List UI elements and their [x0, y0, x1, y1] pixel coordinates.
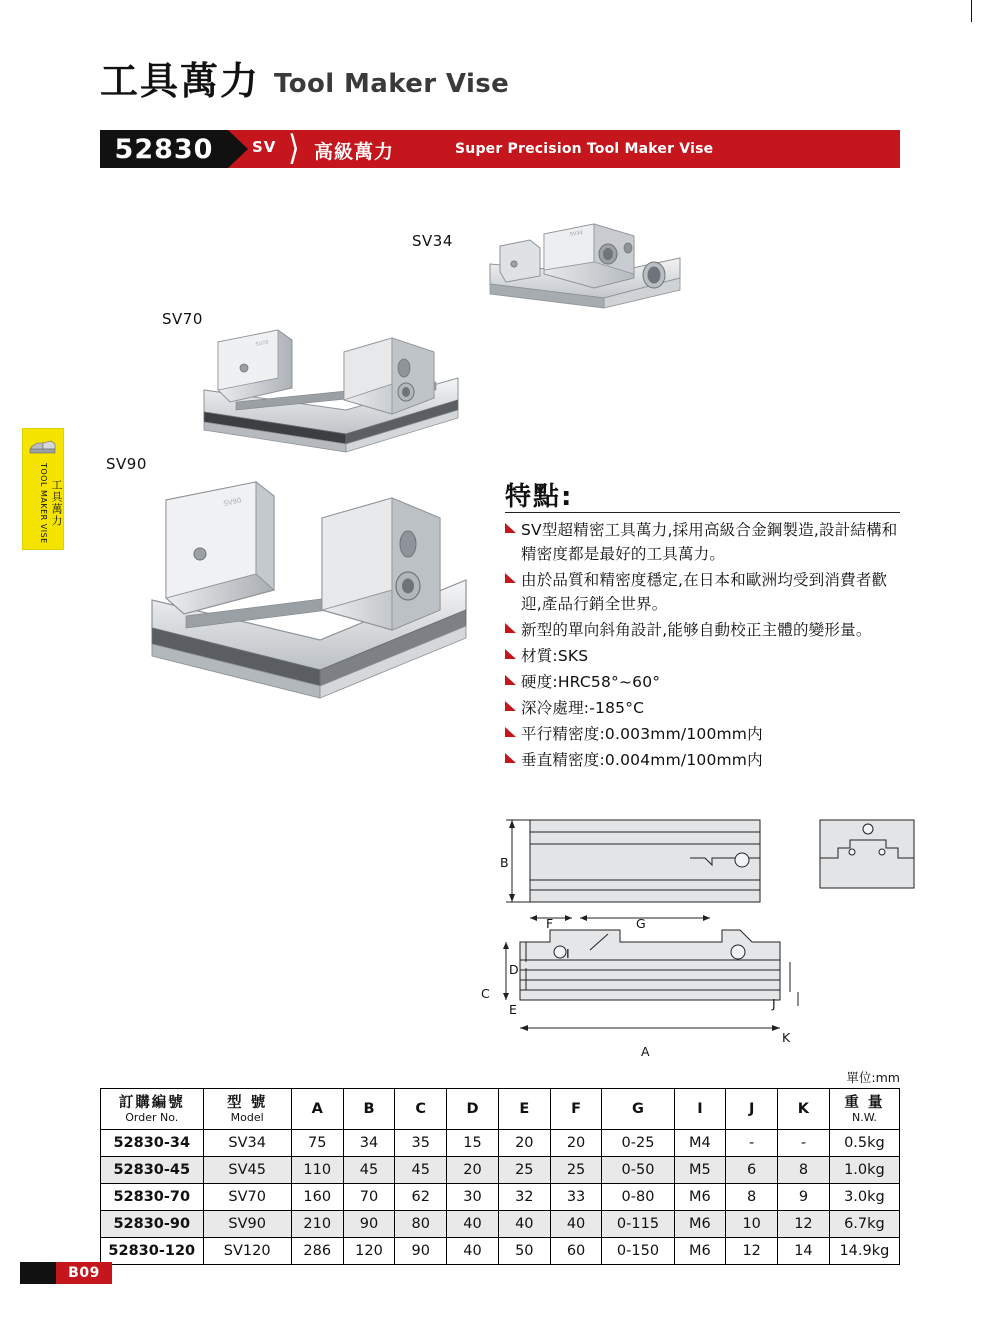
table-header-d: D [447, 1089, 499, 1130]
cell-c: 45 [395, 1157, 447, 1184]
cell-a: 75 [291, 1130, 343, 1157]
cell-order-no: 52830-70 [101, 1184, 204, 1211]
table-header-weight: 重 量 N.W. [829, 1089, 899, 1130]
cell-a: 110 [291, 1157, 343, 1184]
triangle-bullet-icon [505, 701, 521, 712]
feature-text: 深冷處理:-185°C [521, 699, 645, 717]
table-header-b: B [343, 1089, 395, 1130]
dimension-label-d: D [509, 962, 519, 977]
cell-c: 35 [395, 1130, 447, 1157]
triangle-bullet-icon [505, 649, 521, 660]
cell-order-no: 52830-45 [101, 1157, 204, 1184]
page-number: B09 [68, 1265, 100, 1281]
cell-e: 20 [498, 1130, 550, 1157]
cell-order-no: 52830-34 [101, 1130, 204, 1157]
side-index-tab [22, 428, 64, 550]
table-header-g: G [602, 1089, 674, 1130]
cell-model: SV90 [203, 1211, 291, 1238]
cell-f: 40 [550, 1211, 602, 1238]
cell-model: SV120 [203, 1238, 291, 1265]
table-header-a: A [291, 1089, 343, 1130]
cell-weight: 3.0kg [829, 1184, 899, 1211]
feature-text: 材質:SKS [521, 647, 589, 665]
cell-c: 90 [395, 1238, 447, 1265]
cell-weight: 6.7kg [829, 1211, 899, 1238]
feature-text: 硬度:HRC58°~60° [521, 673, 661, 691]
cell-b: 45 [343, 1157, 395, 1184]
feature-text: 垂直精密度:0.004mm/100mm内 [521, 751, 763, 769]
section-bar-title-en: Super Precision Tool Maker Vise [455, 141, 714, 157]
cell-model: SV45 [203, 1157, 291, 1184]
cell-order-no: 52830-120 [101, 1238, 204, 1265]
cell-b: 70 [343, 1184, 395, 1211]
series-badge: SV [252, 138, 277, 156]
feature-item [505, 696, 905, 720]
cell-b: 34 [343, 1130, 395, 1157]
svg-text:SV70: SV70 [255, 339, 270, 348]
unit-note: 單位:mm [846, 1070, 900, 1085]
cell-f: 25 [550, 1157, 602, 1184]
table-header-j: J [726, 1089, 778, 1130]
feature-item [505, 518, 905, 566]
product-photo-sv90 [140, 462, 480, 712]
cell-order-no: 52830-90 [101, 1211, 204, 1238]
cell-g: 0-25 [602, 1130, 674, 1157]
feature-text: 由於品質和精密度穩定,在日本和歐洲均受到消費者歡迎,產品行銷全世界。 [521, 571, 888, 613]
cell-model: SV34 [203, 1130, 291, 1157]
cell-f: 33 [550, 1184, 602, 1211]
cell-k: - [778, 1130, 830, 1157]
vise-icon [29, 435, 57, 455]
feature-text: 平行精密度:0.003mm/100mm内 [521, 725, 763, 743]
cell-weight: 14.9kg [829, 1238, 899, 1265]
table-header-order-no: 訂購編號 Order No. [101, 1089, 204, 1130]
triangle-bullet-icon [505, 753, 521, 764]
cell-k: 8 [778, 1157, 830, 1184]
page-title [100, 59, 510, 103]
product-photo-sv34 [484, 212, 684, 332]
table-header-model: 型 號 Model [203, 1089, 291, 1130]
cell-i: M5 [674, 1157, 726, 1184]
cell-d: 30 [447, 1184, 499, 1211]
photo-label-sv34: SV34 [412, 232, 453, 250]
table-row [101, 1184, 900, 1211]
triangle-bullet-icon [505, 573, 521, 584]
dimension-label-a: A [641, 1044, 650, 1059]
cell-j: - [726, 1130, 778, 1157]
table-header-row [101, 1089, 900, 1130]
cell-f: 20 [550, 1130, 602, 1157]
table-header-k: K [778, 1089, 830, 1130]
cell-j: 6 [726, 1157, 778, 1184]
cell-g: 0-115 [602, 1211, 674, 1238]
cell-k: 14 [778, 1238, 830, 1265]
chevron-right-icon: ⟩ [288, 128, 300, 169]
product-photo-sv70 [196, 316, 466, 456]
feature-item [505, 670, 905, 694]
feature-item [505, 748, 905, 772]
cell-i: M6 [674, 1211, 726, 1238]
cell-j: 12 [726, 1238, 778, 1265]
cell-i: M6 [674, 1238, 726, 1265]
photo-label-sv90: SV90 [106, 455, 147, 473]
dimension-label-i: I [566, 946, 570, 961]
dimension-label-c: C [481, 986, 490, 1001]
triangle-bullet-icon [505, 675, 521, 686]
order-code-arrow-icon [228, 130, 248, 168]
section-bar-title-cn: 高級萬力 [314, 141, 395, 163]
dimension-label-f: F [546, 916, 554, 931]
table-header-i: I [674, 1089, 726, 1130]
cell-weight: 1.0kg [829, 1157, 899, 1184]
specification-table [100, 1088, 900, 1265]
table-header-f: F [550, 1089, 602, 1130]
feature-item [505, 568, 905, 616]
table-header-c: C [395, 1089, 447, 1130]
cell-e: 50 [498, 1238, 550, 1265]
page-title-cn: 工具萬力 [100, 59, 261, 103]
table-row [101, 1238, 900, 1265]
cell-j: 10 [726, 1211, 778, 1238]
cell-e: 40 [498, 1211, 550, 1238]
photo-label-sv70: SV70 [162, 310, 203, 328]
triangle-bullet-icon [505, 523, 521, 534]
cell-g: 0-50 [602, 1157, 674, 1184]
feature-text: 新型的單向斜角設計,能够自動校正主體的變形量。 [521, 621, 872, 639]
svg-text:SV34: SV34 [569, 230, 584, 238]
features-divider [505, 512, 900, 513]
cell-d: 40 [447, 1238, 499, 1265]
side-index-tab-label: 工具萬力 TOOL MAKER VISE [39, 463, 63, 544]
features-title: 特點: [505, 482, 574, 512]
cell-g: 0-80 [602, 1184, 674, 1211]
feature-item [505, 618, 905, 642]
table-row [101, 1157, 900, 1184]
feature-text: SV型超精密工具萬力,採用高級合金鋼製造,設計結構和精密度都是最好的工具萬力。 [521, 521, 898, 563]
cell-model: SV70 [203, 1184, 291, 1211]
cell-c: 62 [395, 1184, 447, 1211]
cell-i: M6 [674, 1184, 726, 1211]
cell-d: 40 [447, 1211, 499, 1238]
triangle-bullet-icon [505, 727, 521, 738]
cell-b: 120 [343, 1238, 395, 1265]
table-header-e: E [498, 1089, 550, 1130]
cell-a: 286 [291, 1238, 343, 1265]
triangle-bullet-icon [505, 623, 521, 634]
cell-j: 8 [726, 1184, 778, 1211]
dimension-label-k: K [782, 1030, 791, 1045]
cell-e: 32 [498, 1184, 550, 1211]
cell-d: 20 [447, 1157, 499, 1184]
feature-item [505, 644, 905, 668]
cell-k: 9 [778, 1184, 830, 1211]
dimension-label-b: B [500, 855, 509, 870]
cell-e: 25 [498, 1157, 550, 1184]
cell-a: 160 [291, 1184, 343, 1211]
features-list [505, 518, 905, 774]
page-title-en: Tool Maker Vise [274, 69, 510, 99]
cell-f: 60 [550, 1238, 602, 1265]
table-row [101, 1130, 900, 1157]
dimension-label-e: E [509, 1002, 517, 1017]
order-code-badge: 52830 [100, 130, 228, 168]
crop-mark [971, 0, 972, 22]
cell-a: 210 [291, 1211, 343, 1238]
cell-c: 80 [395, 1211, 447, 1238]
page-number-badge [56, 1262, 112, 1284]
table-row [101, 1211, 900, 1238]
cell-i: M4 [674, 1130, 726, 1157]
cell-k: 12 [778, 1211, 830, 1238]
cell-weight: 0.5kg [829, 1130, 899, 1157]
cell-b: 90 [343, 1211, 395, 1238]
feature-item [505, 722, 905, 746]
cell-g: 0-150 [602, 1238, 674, 1265]
svg-text:SV90: SV90 [222, 496, 243, 508]
technical-drawing [490, 810, 920, 1074]
dimension-label-g: G [636, 916, 646, 931]
cell-d: 15 [447, 1130, 499, 1157]
dimension-label-j: J [772, 996, 776, 1011]
